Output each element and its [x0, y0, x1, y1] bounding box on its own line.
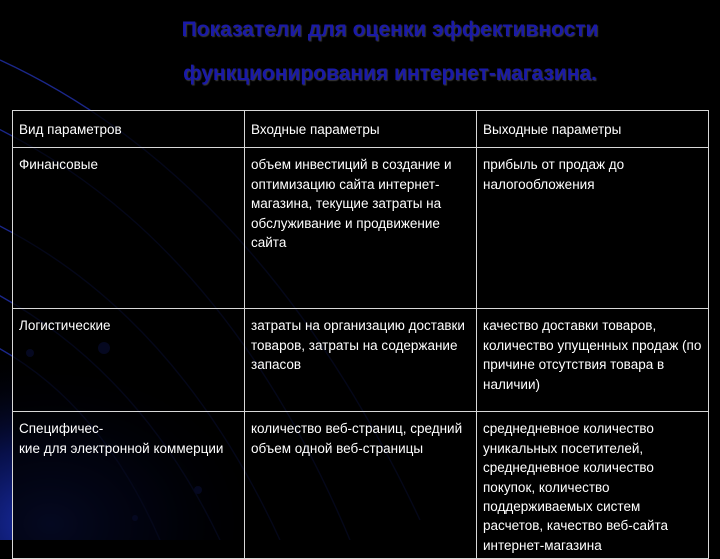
cell-output-parameters: среднедневное количество уникальных посетителей, среднедневное количество покупок, количество поддерживаемых систем расчетов, качество веб-сайта интернет-магазина: [477, 412, 709, 559]
table-header-row: [13, 111, 709, 148]
cell-output-parameters: прибыль от продаж до налогообложения: [477, 148, 709, 309]
header-cell-outputs: Выходные параметры: [477, 111, 709, 148]
parameters-table: [12, 110, 709, 559]
cell-input-parameters: количество веб-страниц, средний объем одной веб-страницы: [245, 412, 477, 559]
table-row: [13, 148, 709, 309]
cell-input-parameters: объем инвестиций в создание и оптимизацию сайта интернет-магазина, текущие затраты на обслуживание и продвижение сайта: [245, 148, 477, 309]
header-cell-type: Вид параметров: [13, 111, 245, 148]
cell-parameter-type: Логистические: [13, 309, 245, 412]
table-row: [13, 309, 709, 412]
cell-parameter-type: Финансовые: [13, 148, 245, 309]
cell-input-parameters: затраты на организацию доставки товаров, затраты на содержание запасов: [245, 309, 477, 412]
slide-title-line-1: Показатели для оценки эффективности: [181, 18, 599, 41]
cell-output-parameters: качество доставки товаров, количество упущенных продаж (по причине отсутствия товара в наличии): [477, 309, 709, 412]
header-cell-inputs: Входные параметры: [245, 111, 477, 148]
slide-title-line-2: функционирования интернет-магазина.: [183, 62, 597, 85]
cell-parameter-type: Специфичес- кие для электронной коммерции: [13, 412, 245, 559]
slide-title: [0, 8, 720, 96]
table-row: [13, 412, 709, 559]
